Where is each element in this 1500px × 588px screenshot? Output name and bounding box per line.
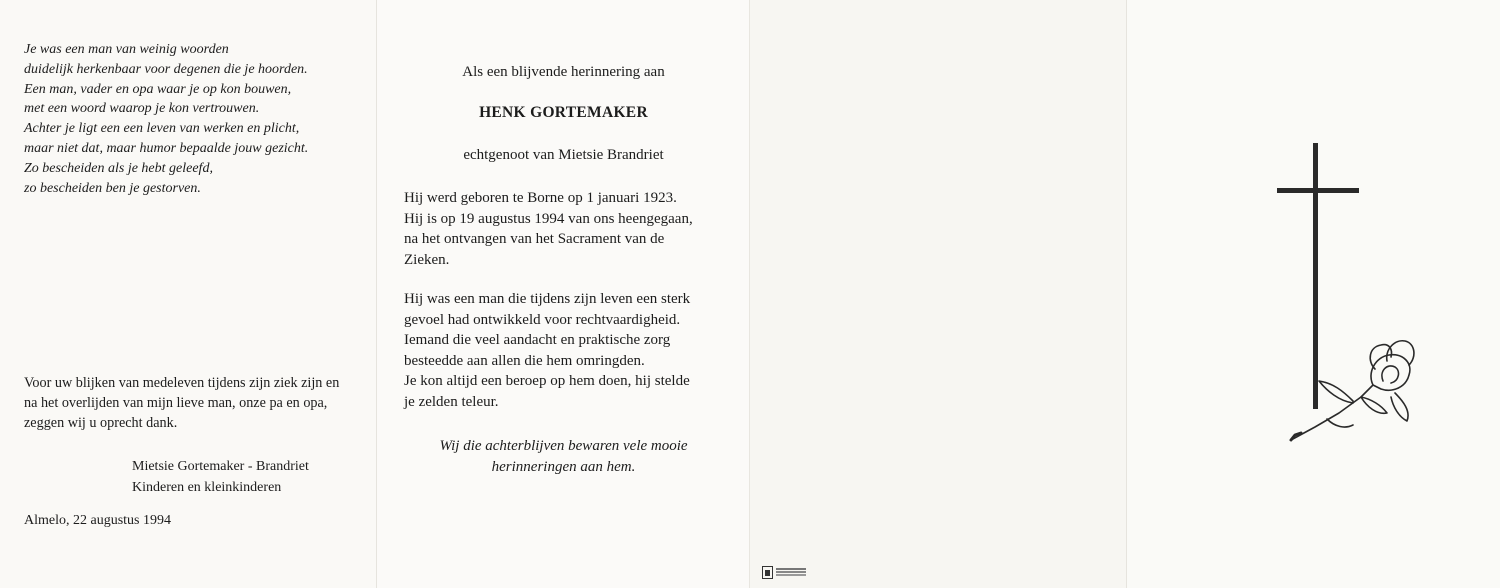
text-line: gevoel had ontwikkeld voor rechtvaardigheid. [404,311,681,328]
signatories [132,456,309,498]
poem-line: Een man, vader en opa waar je op kon bouwen, [24,81,292,97]
signatory: Kinderen en kleinkinderen [132,480,282,495]
text-line: Je kon altijd een beroep op hem doen, hij stelde [404,373,690,389]
closing-line: Wij die achterblijven bewaren vele mooie [439,438,688,454]
text-line: Zieken. [404,251,450,268]
biography-paragraph [404,188,732,270]
cross-shape [1277,143,1359,409]
memorial-intro: Als een blijvende herinnering aan [462,64,665,80]
text-line: na het ontvangen van het Sacrament van de [404,231,665,247]
panel-cover [1126,0,1500,588]
panel-poem-thanks [0,0,376,588]
poem [24,40,308,198]
poem-line: Achter je ligt een een leven van werken en plicht, [24,121,300,137]
panel-blank [749,0,1126,588]
deceased-name: HENK GORTEMAKER [479,104,648,121]
signatory: Mietsie Gortemaker - Brandriet [132,459,309,474]
closing-line: herinneringen aan hem. [491,458,636,475]
poem-line: met een woord waarop je kon vertrouwen. [24,101,260,117]
place-date: Almelo, 22 augustus 1994 [24,513,171,528]
poem-line: duidelijk herkenbaar voor degenen die je hoorden. [24,61,308,77]
poem-line: Zo bescheiden als je hebt geleefd, [24,160,213,176]
spouse-line: echtgenoot van Mietsie Brandriet [463,147,664,163]
text-line: besteedde aan allen die hem omringden. [404,352,645,369]
printer-logo-icon [762,566,822,582]
poem-line: zo bescheiden ben je gestorven. [24,180,201,196]
text-line: Hij is op 19 augustus 1994 van ons heengegaan, [404,210,693,227]
text-line: Hij werd geboren te Borne op 1 januari 1923. [404,190,677,206]
poem-line: Je was een man van weinig woorden [24,42,229,57]
cross-icon [1257,135,1417,455]
rose-icon [1291,341,1414,440]
text-line: Hij was een man die tijdens zijn leven een sterk [404,291,691,307]
text-line: je zelden teleur. [404,393,499,410]
poem-line: maar niet dat, maar humor bepaalde jouw gezicht. [24,140,309,156]
panel-memorial [376,0,749,588]
thanks-text: Voor uw blijken van medeleven tijdens zijn ziek zijn en na het overlijden van mijn lieve man, onze pa en opa, zeggen wij u oprecht dank. [24,375,340,431]
text-line: Iemand die veel aandacht en praktische zorg [404,332,671,348]
character-paragraph [404,289,732,412]
closing-lines [377,436,750,477]
